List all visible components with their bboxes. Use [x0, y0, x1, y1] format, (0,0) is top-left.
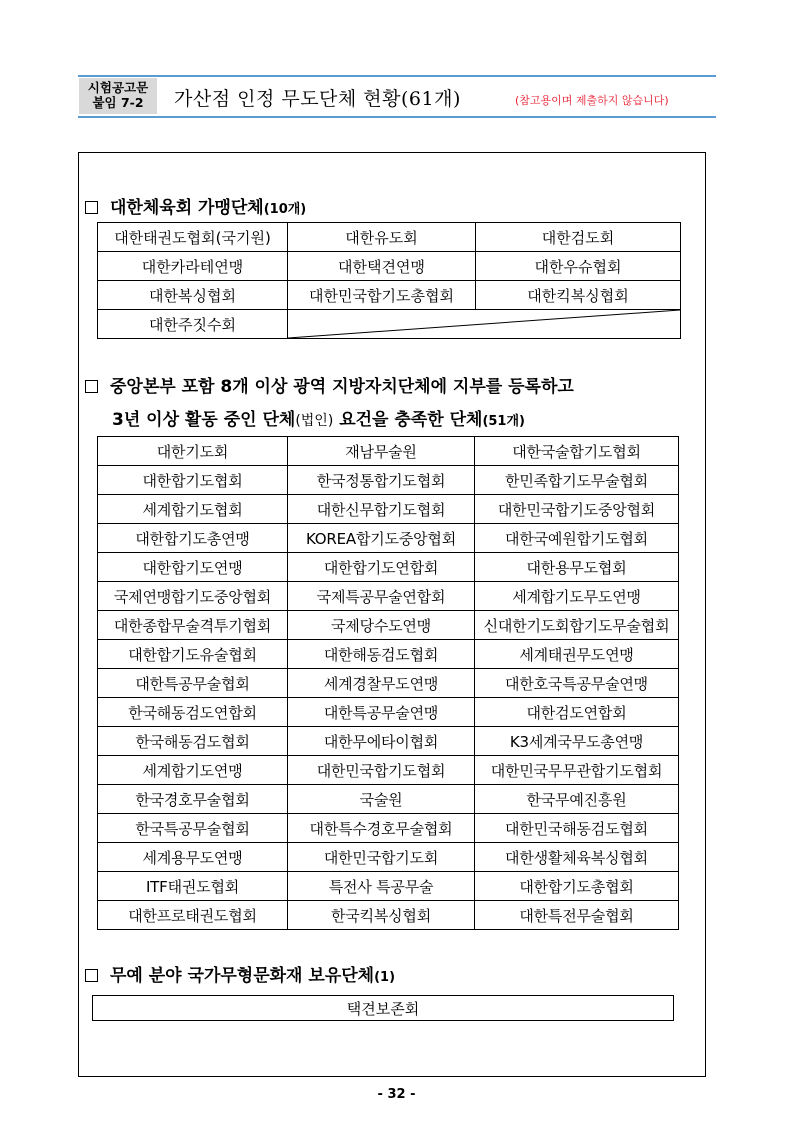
section2-count: (51개) [482, 414, 525, 429]
table-row [98, 611, 679, 640]
table-cell: 한국해동검도연합회 [98, 698, 288, 727]
table-row [98, 872, 679, 901]
table-cell: 대한검도연합회 [475, 698, 679, 727]
table-cell: 한민족합기도무술협회 [475, 466, 679, 495]
table-row [98, 785, 679, 814]
table-row [98, 582, 679, 611]
table-cell: 대한특공무술협회 [98, 669, 288, 698]
table-cell: 한국정통합기도협회 [288, 466, 475, 495]
table-row [98, 669, 679, 698]
table-cell: 대한민국합기도회 [288, 843, 475, 872]
table-cell: 재남무술원 [288, 437, 475, 466]
table-row [98, 437, 679, 466]
table-cell: 대한태권도협회(국기원) [98, 223, 288, 252]
table-cell: 한국특공무술협회 [98, 814, 288, 843]
section1-heading [85, 193, 306, 218]
header-top-rule [78, 75, 716, 77]
section2-heading-line1 [85, 372, 574, 397]
table-cell: 대한합기도연합회 [288, 553, 475, 582]
table-cell: 대한해동검도협회 [288, 640, 475, 669]
header-badge [79, 78, 157, 114]
table-cell: 세계태권무도연맹 [475, 640, 679, 669]
table-cell: 한국무예진흥원 [475, 785, 679, 814]
table-cell: 대한민국해동검도협회 [475, 814, 679, 843]
table-cell: 대한검도회 [476, 223, 681, 252]
table-cell: 대한국술합기도협회 [475, 437, 679, 466]
table-cell: K3세계국무도총연맹 [475, 727, 679, 756]
table-cell: 한국킥복싱협회 [288, 901, 475, 930]
table-cell: 세계경찰무도연맹 [288, 669, 475, 698]
section1-count: (10개) [263, 202, 307, 217]
table-cell: 대한킥복싱협회 [476, 281, 681, 310]
table-row [98, 310, 681, 339]
table-cell: 대한민국합기도협회 [288, 756, 475, 785]
table-cell: 국술원 [288, 785, 475, 814]
section3-count: (1) [374, 970, 396, 985]
table-row [98, 901, 679, 930]
section1-table [97, 222, 681, 339]
section2-table [97, 436, 679, 930]
table-row [93, 996, 674, 1021]
table-row [98, 756, 679, 785]
table-cell: 대한민국합기도총협회 [288, 281, 476, 310]
table-row [98, 524, 679, 553]
table-row [98, 843, 679, 872]
table-cell: 대한합기도총협회 [475, 872, 679, 901]
page-number: - 32 - [377, 1087, 416, 1102]
header-badge-line2: 붙임 7-2 [92, 95, 144, 110]
section2-heading-line2 [112, 405, 525, 430]
table-cell: 대한합기도연맹 [98, 553, 288, 582]
table-cell: 대한택견연맹 [288, 252, 476, 281]
checkbox-square-icon [85, 201, 98, 214]
table-row [98, 252, 681, 281]
table-cell: 대한합기도협회 [98, 466, 288, 495]
table-cell: 세계용무도연맹 [98, 843, 288, 872]
table-cell: 대한우슈협회 [476, 252, 681, 281]
table-cell: 대한무에타이협회 [288, 727, 475, 756]
checkbox-square-icon [85, 380, 98, 393]
table-cell: 국제특공무술연합회 [288, 582, 475, 611]
section3-title: 무예 분야 국가무형문화재 보유단체 [110, 966, 375, 986]
table-row [98, 698, 679, 727]
section1-title: 대한체육회 가맹단체 [110, 198, 264, 218]
table-cell: 대한국예원합기도협회 [475, 524, 679, 553]
table-row [98, 814, 679, 843]
section3-table [92, 995, 674, 1021]
table-cell: KOREA합기도중앙협회 [288, 524, 475, 553]
table-cell: 국제연맹합기도중앙협회 [98, 582, 288, 611]
table-cell: 대한복싱협회 [98, 281, 288, 310]
header-bottom-rule [78, 116, 716, 118]
table-cell: 한국해동검도협회 [98, 727, 288, 756]
table-cell: 대한합기도총연맹 [98, 524, 288, 553]
table-cell: 신대한기도회합기도무술협회 [475, 611, 679, 640]
section2-title-line2-rest: 요건을 충족한 단체 [333, 410, 483, 430]
table-cell: 한국경호무술협회 [98, 785, 288, 814]
table-cell: 택견보존회 [93, 996, 674, 1021]
header-badge-line1: 시험공고문 [87, 80, 149, 95]
table-row [98, 495, 679, 524]
table-row [98, 223, 681, 252]
table-cell: 대한프로태권도협회 [98, 901, 288, 930]
table-cell: 대한합기도유술협회 [98, 640, 288, 669]
table-cell: 대한특전무술협회 [475, 901, 679, 930]
table-cell: 세계합기도협회 [98, 495, 288, 524]
empty-diagonal-cell [288, 310, 681, 339]
table-row [98, 466, 679, 495]
table-cell: 대한주짓수회 [98, 310, 288, 339]
table-cell: ITF태권도협회 [98, 872, 288, 901]
diagonal-line [288, 310, 680, 338]
table-row [98, 281, 681, 310]
header-note: (참고용이며 제출하지 않습니다) [515, 94, 669, 107]
checkbox-square-icon [85, 969, 98, 982]
table-cell: 세계합기도무도연맹 [475, 582, 679, 611]
table-cell: 국제당수도연맹 [288, 611, 475, 640]
section2-title-line2: 3년 이상 활동 중인 단체 [112, 410, 296, 430]
table-cell: 세계합기도연맹 [98, 756, 288, 785]
section2-title-line1: 중앙본부 포함 8개 이상 광역 지방자치단체에 지부를 등록하고 [110, 377, 574, 397]
table-cell: 대한유도회 [288, 223, 476, 252]
table-cell: 대한기도회 [98, 437, 288, 466]
table-cell: 대한종합무술격투기협회 [98, 611, 288, 640]
table-cell: 대한민국무무관합기도협회 [475, 756, 679, 785]
table-cell: 대한특수경호무술협회 [288, 814, 475, 843]
table-cell: 대한생활체육복싱협회 [475, 843, 679, 872]
section2-title-corp: (법인) [295, 413, 334, 429]
section3-heading [85, 961, 395, 986]
table-cell: 대한호국특공무술연맹 [475, 669, 679, 698]
table-cell: 대한신무합기도협회 [288, 495, 475, 524]
table-cell: 대한특공무술연맹 [288, 698, 475, 727]
table-row [98, 553, 679, 582]
table-cell: 대한카라테연맹 [98, 252, 288, 281]
table-cell: 대한용무도협회 [475, 553, 679, 582]
table-cell: 대한민국합기도중앙협회 [475, 495, 679, 524]
page-title: 가산점 인정 무도단체 현황(61개) [174, 88, 461, 110]
table-row [98, 640, 679, 669]
table-cell: 특전사 특공무술 [288, 872, 475, 901]
table-row [98, 727, 679, 756]
